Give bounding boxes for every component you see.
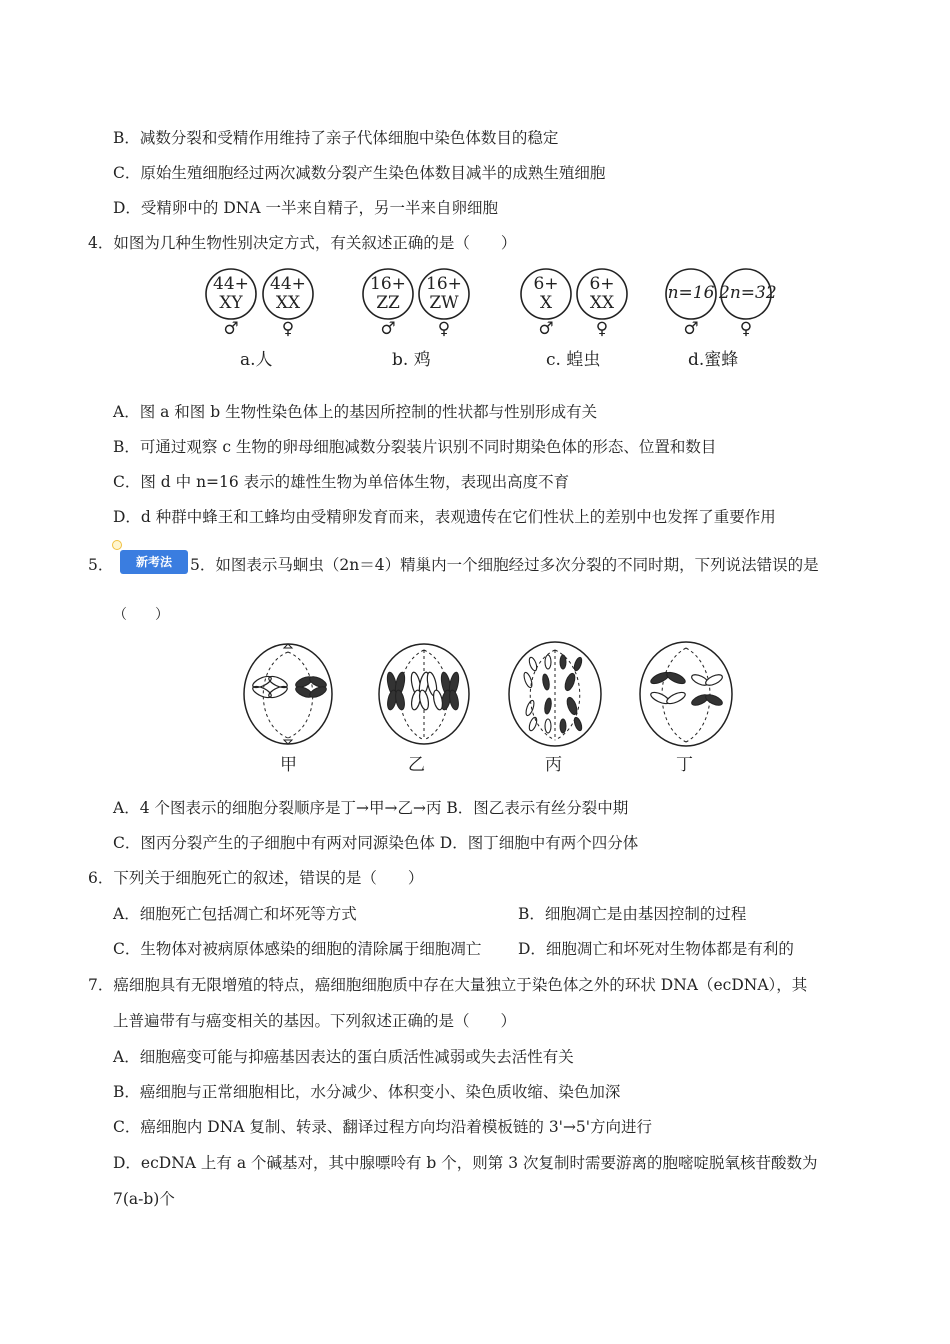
male-symbol-a: ♂ [223, 319, 239, 339]
q3-option-b: B．减数分裂和受精作用维持了亲子代体细胞中染色体数目的稳定 [113, 129, 559, 147]
q7-stem-line1: 7．癌细胞具有无限增殖的特点，癌细胞细胞质中存在大量独立于染色体之外的环状 DNA（ecDNA），其 [88, 976, 808, 994]
new-exam-badge: 新考法 [120, 550, 188, 574]
q5-options-cd: C．图丙分裂产生的子细胞中有两对同源染色体 D．图丁细胞中有两个四分体 [113, 834, 639, 852]
q6-option-d: D．细胞凋亡和坏死对生物体都是有利的 [518, 940, 794, 958]
female-symbol-c: ♀ [595, 319, 609, 339]
cell-label-ding: 丁 [676, 755, 693, 775]
q6-stem: 6．下列关于细胞死亡的叙述，错误的是（ ） [88, 869, 424, 887]
a-male-line1: 44+ [213, 274, 249, 294]
q7-option-b: B．癌细胞与正常细胞相比，水分减少、体积变小、染色质收缩、染色加深 [113, 1083, 621, 1101]
cell-bing [509, 642, 601, 746]
q5-number: 5． [88, 556, 114, 574]
cell-jia [244, 644, 332, 744]
caption-b: b. 鸡 [392, 350, 431, 370]
male-symbol-c: ♂ [538, 319, 554, 339]
a-female-line2: XX [275, 293, 301, 313]
q3-option-d: D．受精卵中的 DNA 一半来自精子，另一半来自卵细胞 [113, 199, 498, 217]
c-female-line2: XX [589, 293, 615, 313]
q7-stem-line2: 上普遍带有与癌变相关的基因。下列叙述正确的是（ ） [113, 1012, 517, 1030]
b-male-line1: 16+ [370, 274, 406, 294]
c-female-line1: 6+ [589, 274, 615, 294]
b-female-line2: ZW [429, 293, 459, 313]
q4-stem: 4．如图为几种生物性别决定方式，有关叙述正确的是（ ） [88, 234, 517, 252]
c-male-line2: X [539, 293, 553, 313]
q4-option-b: B．可通过观察 c 生物的卵母细胞减数分裂装片识别不同时期染色体的形态、位置和数目 [113, 438, 717, 456]
q7-option-a: A．细胞癌变可能与抑癌基因表达的蛋白质活性减弱或失去活性有关 [113, 1048, 574, 1066]
male-symbol-d: ♂ [683, 319, 699, 339]
q6-option-b: B．细胞凋亡是由基因控制的过程 [518, 905, 747, 923]
q7-option-d-line1: D．ecDNA 上有 a 个碱基对，其中腺嘌呤有 b 个，则第 3 次复制时需要游离的胞嘧啶脱氧核苷酸数为 [113, 1154, 818, 1172]
caption-c: c. 蝗虫 [546, 350, 601, 370]
q6-option-a: A．细胞死亡包括凋亡和坏死等方式 [113, 905, 357, 923]
q4-option-a: A．图 a 和图 b 生物性染色体上的基因所控制的性状都与性别形成有关 [113, 403, 598, 421]
a-female-line1: 44+ [270, 274, 306, 294]
female-symbol-d: ♀ [739, 319, 753, 339]
b-female-line1: 16+ [426, 274, 462, 294]
q7-option-c: C．癌细胞内 DNA 复制、转录、翻译过程方向均沿着模板链的 3'→5'方向进行 [113, 1118, 653, 1136]
q3-option-c: C．原始生殖细胞经过两次减数分裂产生染色体数目减半的成熟生殖细胞 [113, 164, 606, 182]
female-symbol-a: ♀ [281, 319, 295, 339]
female-symbol-b: ♀ [437, 319, 451, 339]
a-male-line2: XY [219, 293, 243, 313]
q4-option-c: C．图 d 中 n=16 表示的雄性生物为单倍体生物，表现出高度不育 [113, 473, 570, 491]
cell-yi [379, 644, 469, 744]
q4-option-d: D．d 种群中蜂王和工蜂均由受精卵发育而来，表观遗传在它们性状上的差别中也发挥了重要作用 [113, 508, 776, 526]
d-male-line1: n=16 [667, 283, 715, 303]
d-female-line1: 2n=32 [719, 283, 777, 303]
caption-a: a.人 [240, 350, 273, 370]
cell-label-jia: 甲 [280, 755, 297, 775]
c-male-line1: 6+ [533, 274, 559, 294]
male-symbol-b: ♂ [380, 319, 396, 339]
caption-d: d.蜜蜂 [688, 350, 739, 370]
q5-answer-paren: （ ） [113, 607, 169, 623]
cell-label-yi: 乙 [408, 755, 425, 775]
q5-options-ab: A．4 个图表示的细胞分裂顺序是丁→甲→乙→丙 B．图乙表示有丝分裂中期 [113, 799, 629, 817]
q6-option-c: C．生物体对被病原体感染的细胞的清除属于细胞凋亡 [113, 940, 482, 958]
cell-ding [640, 642, 732, 746]
q5-stem: 5．如图表示马蛔虫（2n＝4）精巢内一个细胞经过多次分裂的不同时期，下列说法错误的是 [190, 556, 819, 574]
q7-option-d-line2: 7(a-b)个 [113, 1190, 175, 1208]
cell-label-bing: 丙 [545, 755, 562, 775]
b-male-line2: ZZ [376, 293, 400, 313]
